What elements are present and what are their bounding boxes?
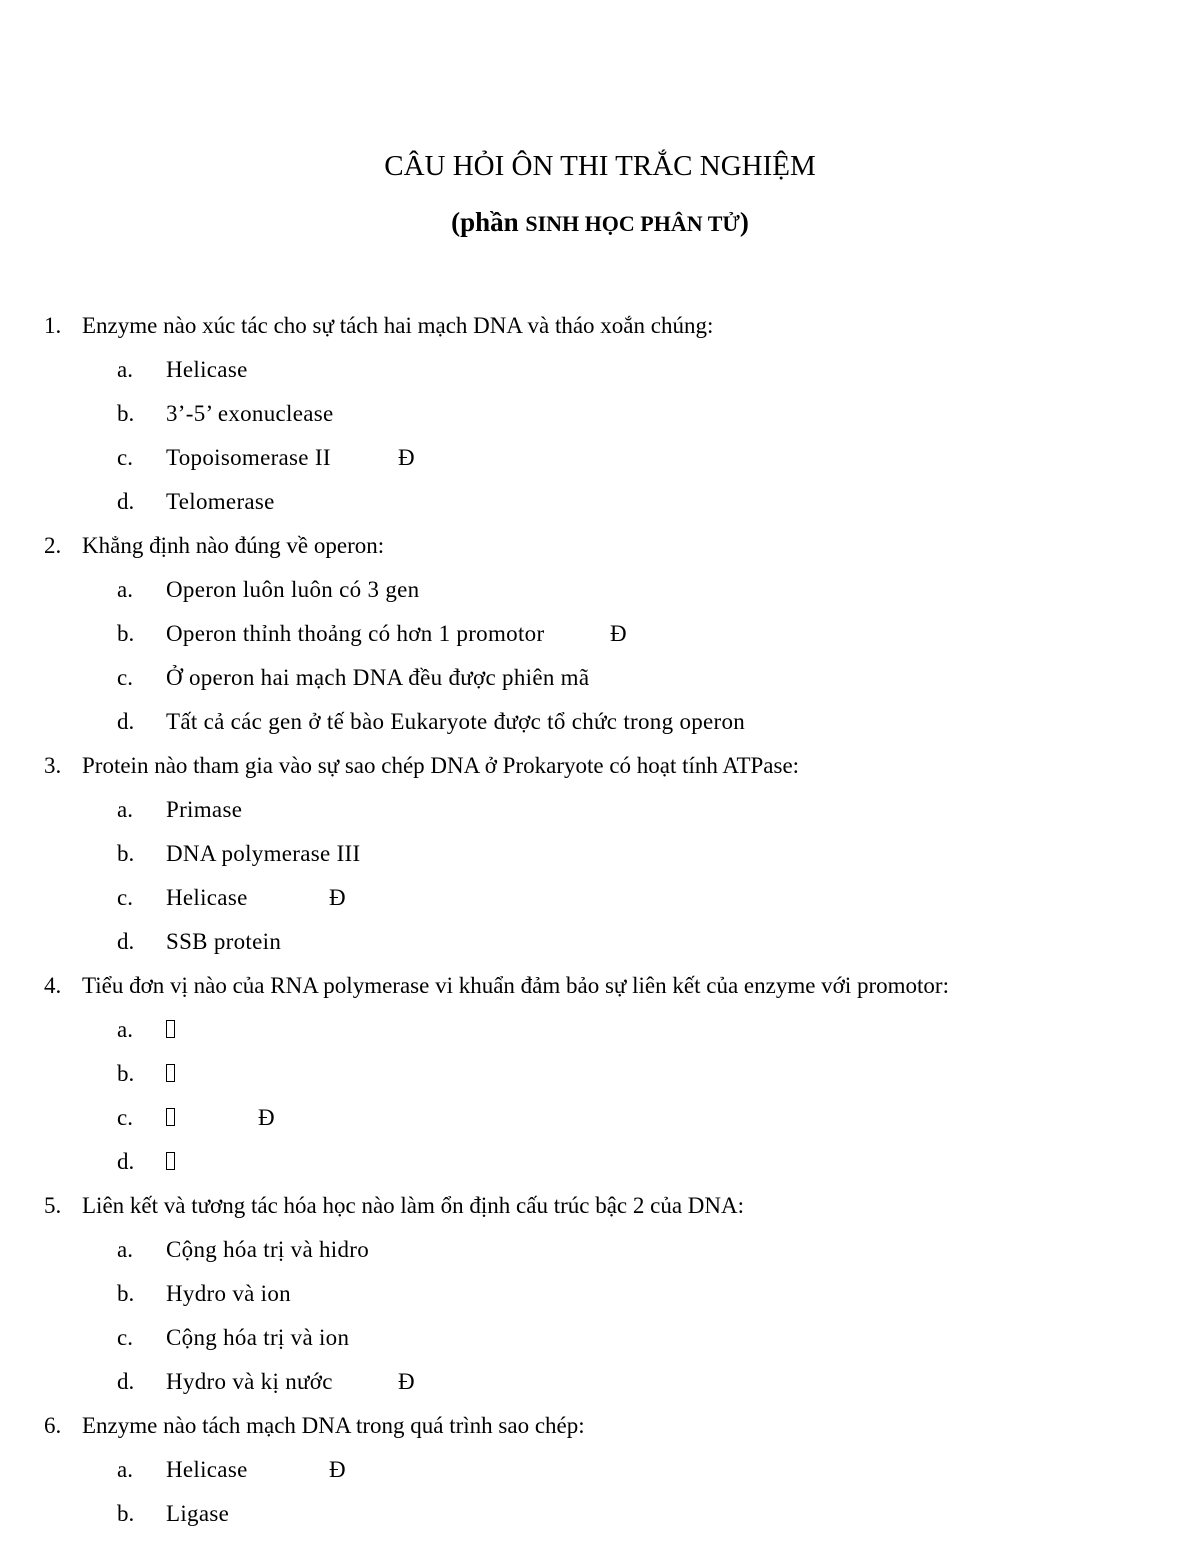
option-letter: b. <box>117 1061 135 1086</box>
question-text: Liên kết và tương tác hóa học nào làm ổn định cấu trúc bậc 2 của DNA: <box>82 1193 745 1218</box>
subtitle-main: SINH HỌC PHÂN TỬ <box>525 211 740 236</box>
option-letter: b. <box>117 621 135 646</box>
option-letter: c. <box>117 1105 133 1130</box>
answer-option <box>0 920 1200 964</box>
missing-symbol-icon-box <box>166 1152 175 1170</box>
answer-option <box>0 876 1200 920</box>
option-text: Cộng hóa trị và ion <box>166 1325 350 1350</box>
option-letter: c. <box>117 665 133 690</box>
correct-answer-mark: Đ <box>398 1369 415 1394</box>
option-letter: a. <box>117 1237 133 1262</box>
answer-option <box>0 1008 1200 1052</box>
option-text: Topoisomerase II <box>166 445 331 470</box>
question-text: Enzyme nào xúc tác cho sự tách hai mạch DNA và tháo xoắn chúng: <box>82 313 714 338</box>
question-text: Tiểu đơn vị nào của RNA polymerase vi khuẩn đảm bảo sự liên kết của enzyme với promotor: <box>82 973 949 998</box>
option-letter: d. <box>117 929 135 954</box>
option-letter: b. <box>117 401 135 426</box>
option-text: Ligase <box>166 1501 230 1526</box>
answer-option <box>0 1052 1200 1096</box>
option-text: 3’-5’ exonuclease <box>166 401 334 426</box>
answer-option <box>0 1492 1200 1536</box>
option-text: Operon luôn luôn có 3 gen <box>166 577 420 602</box>
option-text: Helicase <box>166 357 248 382</box>
option-letter: b. <box>117 1501 135 1526</box>
question-number: 3. <box>44 753 62 778</box>
page-subtitle <box>0 200 1200 246</box>
option-text: Primase <box>166 797 243 822</box>
answer-option <box>0 392 1200 436</box>
option-text: Tất cả các gen ở tế bào Eukaryote được tổ chức trong operon <box>166 709 746 734</box>
correct-answer-mark: Đ <box>610 621 627 646</box>
option-letter: d. <box>117 1149 135 1174</box>
question-number: 1. <box>44 313 62 338</box>
missing-symbol-icon <box>166 1008 175 1052</box>
option-letter: a. <box>117 797 133 822</box>
missing-symbol-icon-box <box>166 1064 175 1082</box>
answer-option <box>0 480 1200 524</box>
question-number: 6. <box>44 1413 62 1438</box>
answer-option <box>0 1272 1200 1316</box>
option-letter: a. <box>117 577 133 602</box>
missing-symbol-icon-box <box>166 1020 175 1038</box>
missing-symbol-icon <box>166 1052 175 1096</box>
question-row <box>0 524 1200 568</box>
option-text: Telomerase <box>166 489 275 514</box>
answer-option <box>0 612 1200 656</box>
question-row <box>0 1184 1200 1228</box>
answer-option <box>0 436 1200 480</box>
subtitle-suffix: ) <box>739 207 749 237</box>
missing-symbol-icon <box>166 1096 175 1140</box>
option-letter: c. <box>117 445 133 470</box>
answer-option <box>0 1140 1200 1184</box>
option-letter: d. <box>117 1369 135 1394</box>
answer-option <box>0 788 1200 832</box>
option-letter: b. <box>117 1281 135 1306</box>
option-letter: d. <box>117 489 135 514</box>
option-letter: b. <box>117 841 135 866</box>
option-text: Operon thỉnh thoảng có hơn 1 promotor <box>166 621 545 646</box>
missing-symbol-icon-box <box>166 1108 175 1126</box>
question-list <box>0 304 1200 1536</box>
option-letter: c. <box>117 885 133 910</box>
question-text: Protein nào tham gia vào sự sao chép DNA ở Prokaryote có hoạt tính ATPase: <box>82 753 800 778</box>
subtitle-prefix: (phần <box>451 207 526 237</box>
question-text: Enzyme nào tách mạch DNA trong quá trình sao chép: <box>82 1413 585 1438</box>
answer-option <box>0 348 1200 392</box>
option-text: Ở operon hai mạch DNA đều được phiên mã <box>166 665 590 690</box>
option-text: Hydro và ion <box>166 1281 291 1306</box>
missing-symbol-icon <box>166 1140 175 1184</box>
question-text: Khẳng định nào đúng về operon: <box>82 533 385 558</box>
option-letter: a. <box>117 357 133 382</box>
question-number: 4. <box>44 973 62 998</box>
answer-option <box>0 1096 1200 1140</box>
question-row <box>0 744 1200 788</box>
option-text: SSB protein <box>166 929 282 954</box>
correct-answer-mark: Đ <box>398 445 415 470</box>
correct-answer-mark: Đ <box>329 1457 346 1482</box>
answer-option <box>0 656 1200 700</box>
option-text: Helicase <box>166 885 248 910</box>
question-number: 5. <box>44 1193 62 1218</box>
option-letter: d. <box>117 709 135 734</box>
question-row <box>0 1404 1200 1448</box>
page-title: CÂU HỎI ÔN THI TRẮC NGHIỆM <box>384 150 816 182</box>
correct-answer-mark: Đ <box>329 885 346 910</box>
answer-option <box>0 700 1200 744</box>
answer-option <box>0 1448 1200 1492</box>
question-number: 2. <box>44 533 62 558</box>
answer-option <box>0 1360 1200 1404</box>
option-text: Cộng hóa trị và hidro <box>166 1237 370 1262</box>
question-row <box>0 964 1200 1008</box>
option-letter: a. <box>117 1017 133 1042</box>
answer-option <box>0 1228 1200 1272</box>
correct-answer-mark: Đ <box>258 1105 275 1130</box>
answer-option <box>0 568 1200 612</box>
option-text: Hydro và kị nước <box>166 1369 333 1394</box>
answer-option <box>0 832 1200 876</box>
option-letter: c. <box>117 1325 133 1350</box>
option-text: DNA polymerase III <box>166 841 361 866</box>
option-letter: a. <box>117 1457 133 1482</box>
question-row <box>0 304 1200 348</box>
option-text: Helicase <box>166 1457 248 1482</box>
answer-option <box>0 1316 1200 1360</box>
